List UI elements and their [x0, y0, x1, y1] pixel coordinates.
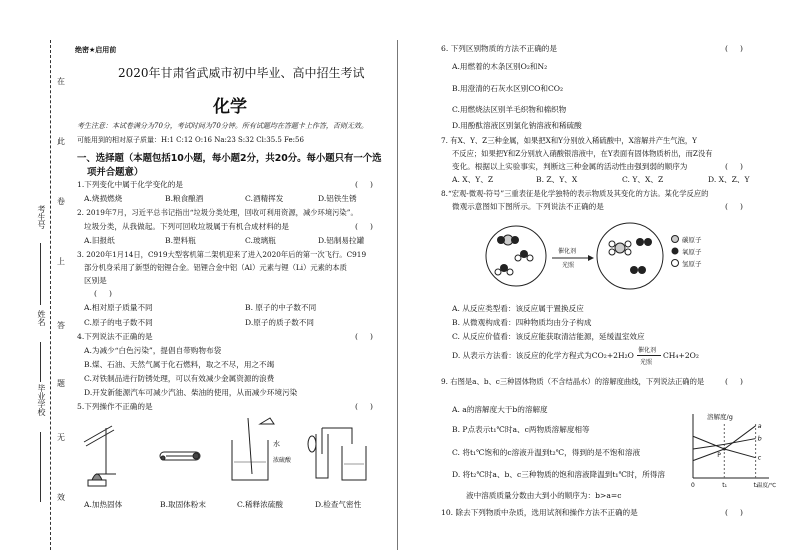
curve-c — [693, 436, 756, 457]
section-heading-cont: 项并合题意） — [87, 167, 144, 178]
school-blank — [40, 432, 41, 502]
solubility-chart — [683, 410, 778, 490]
q4-option: A.为减少“白色污染”，提倡自带购物布袋 — [84, 346, 222, 355]
q8-stem: 8.“宏观-微观-符号”三重表征是化学独特的表示物质及其变化的方法。某化学反应的 — [441, 189, 709, 198]
q7-stem: 7. 有X、Y、Z三种金属，如果把X和Y分别放入稀硫酸中，X溶解并产生气泡，Y — [441, 136, 697, 145]
q6-option: D.用酚酞溶液区别氯化钠溶液和稀硫酸 — [452, 121, 582, 130]
legend-hydrogen: 氢原子 — [682, 260, 702, 268]
x-axis-label: 温度/℃ — [757, 483, 777, 489]
q6-option: C.用燃烧法区别羊毛织物和棉织物 — [452, 105, 567, 114]
legend-oxygen: 氧原子 — [682, 248, 702, 256]
exam-no-blank — [40, 243, 41, 305]
q9-option: B. P点表示t₁℃时a、c两物质溶解度相等 — [452, 425, 590, 434]
x-tick-label: t₁ — [722, 482, 728, 489]
answer-paren: ( ) — [94, 289, 112, 298]
seal-word: 题 — [57, 379, 65, 388]
q7-option: B. Z、Y、X — [536, 175, 578, 184]
curve-label-b: b — [757, 434, 762, 443]
q5-stem: 5.下列操作不正确的是 — [77, 402, 153, 411]
q2-option: C.玻璃瓶 — [245, 236, 276, 245]
subject-title: 化学 — [213, 97, 247, 117]
q1-option: C.酒精挥发 — [245, 194, 284, 203]
q10-stem: 10. 除去下列物质中杂质，选用试剂和操作方法不正确的是 — [441, 508, 638, 517]
ch4-molecule — [609, 241, 631, 255]
q5-option: D.检查气密性 — [315, 500, 362, 509]
answer-paren: ( ) — [355, 222, 373, 231]
name-label: 姓名 — [37, 310, 46, 326]
q8-d-light: 光照 — [640, 359, 653, 366]
q3-option: A.相对原子质量不同 — [84, 303, 153, 312]
q8-d-catalyst: 催化剂 — [638, 347, 657, 354]
q8-d-products: CH₄+2O₂ — [663, 351, 699, 360]
seal-word: 上 — [57, 257, 65, 266]
q8-option: A. 从反应类型看：该反应属于置换反应 — [452, 304, 584, 313]
q3-option: B. 原子的中子数不同 — [245, 303, 317, 312]
q9-option: C. 将t₁℃饱和的c溶液升温到t₂℃，得到的是不饱和溶液 — [452, 448, 641, 457]
carbon-atom-legend — [672, 236, 679, 243]
o2-molecule — [636, 238, 652, 246]
binding-line — [50, 40, 51, 550]
q9-stem: 9. 右图是a、b、c三种固体物质（不含结晶水）的溶解度曲线，下列说法正确的是 — [441, 377, 705, 386]
arrow-light: 光照 — [562, 262, 575, 269]
answer-paren: ( ) — [725, 202, 743, 211]
answer-paren: ( ) — [355, 402, 373, 411]
q7-stem-cont2: 变化。根据以上实验事实，判断这三种金属的活动性由强到弱的顺序为 — [452, 162, 688, 171]
seal-word: 卷 — [57, 197, 65, 206]
co2-molecule — [497, 235, 519, 245]
q5-option: B.取固体粉末 — [160, 500, 206, 509]
exam-notice: 考生注意：本试卷满分为70分，考试时间为70分钟。所有试题均在答题卡上作答，否则无效。 — [77, 122, 368, 130]
exam-no-label: 考生号 — [37, 205, 46, 229]
q9-option: D. 将t₂℃时a、b、c三种物质的饱和溶液降温到t₁℃时，所得溶 — [452, 470, 665, 479]
q7-stem-cont: 不反应；如果把Y和Z分别放入硝酸银溶液中，在Y表面有固体物质析出，而Z没有 — [452, 149, 713, 158]
q9-option: A. a的溶解度大于b的溶解度 — [452, 405, 548, 414]
q7-option: D. X、Z、Y — [708, 175, 750, 184]
school-label: 毕业学校 — [37, 384, 46, 416]
intersection-point — [723, 448, 726, 451]
q5-option: C.稀释浓硫酸 — [237, 500, 283, 509]
y-axis-label: 溶解度/g — [707, 413, 733, 421]
q4-stem: 4.下列说法不正确的是 — [77, 332, 153, 341]
exam-title: 2020年甘肃省武威市初中毕业、高中招生考试 — [118, 66, 365, 80]
dilute-acid-apparatus — [232, 418, 274, 480]
q9-option-d-cont: 液中溶质质量分数由大到小的顺序为：b>a=c — [466, 491, 622, 500]
atomic-masses: 可能用到的相对原子质量：H:1 C:12 O:16 Na:23 S:32 Cl:35.5 Fe:56 — [77, 136, 304, 144]
q4-option: B.煤、石油、天然气属于化石燃料，取之不尽，用之不竭 — [84, 360, 275, 369]
curve-label-c: c — [757, 453, 762, 462]
q6-option: A.用燃着的木条区别O₂和N₂ — [452, 62, 548, 71]
q2-option: A.旧报纸 — [84, 236, 115, 245]
airtightness-apparatus — [308, 428, 366, 480]
q3-stem: 3. 2020年1月14日，C919大型客机第二架机迎来了进入2020年后的第一次飞行。C919 — [77, 250, 367, 259]
q2-stem-cont: 垃圾分类，从我做起。下列可回收垃圾属于有机合成材料的是 — [84, 222, 290, 231]
q2-option: D.铝制易拉罐 — [318, 236, 365, 245]
x-tick-label: 0 — [691, 482, 695, 489]
q4-option: C.对铁制品进行防锈处理，可以有效减少金属资源的浪费 — [84, 374, 275, 383]
water-label: 水 — [273, 440, 280, 448]
answer-paren: ( ) — [355, 332, 373, 341]
acid-label: 浓硫酸 — [273, 457, 292, 464]
q8-d-arrow — [637, 355, 661, 356]
answer-paren: ( ) — [725, 508, 743, 517]
q6-stem: 6. 下列区别物质的方法不正确的是 — [441, 44, 557, 53]
column-divider — [397, 40, 398, 550]
q1-option: B.粮食酿酒 — [165, 194, 204, 203]
q4-option: D.开发新能源汽车可减少汽油、柴油的使用，从而减少环境污染 — [84, 388, 298, 397]
q5-apparatus-figure — [72, 414, 392, 494]
q8-option-d: D. 从表示方法看：该反应的化学方程式为CO₂+2H₂O — [452, 351, 634, 360]
seal-word: 无 — [57, 433, 65, 442]
q6-option: B.用澄清的石灰水区别CO和CO₂ — [452, 84, 564, 93]
seal-word: 在 — [57, 77, 65, 86]
legend-carbon: 碳原子 — [682, 236, 702, 244]
arrow-catalyst: 催化剂 — [558, 248, 577, 255]
h2o-molecule — [515, 250, 533, 261]
q8-option: C. 从反应价值看：该反应能获取清洁能源，延缓温室效应 — [452, 332, 645, 341]
secret-mark: 绝密★启用前 — [75, 46, 117, 54]
q3-stem-cont: 部分机身采用了新型的铝锂合金。铝锂合金中铝（Al）元素与锂（Li）元素的本质 — [84, 263, 347, 272]
point-label: P — [717, 452, 721, 459]
q5-option: A.加热固体 — [84, 500, 123, 509]
heating-solid-apparatus — [84, 426, 116, 486]
hydrogen-atom-legend — [672, 260, 679, 267]
answer-paren: ( ) — [725, 377, 743, 386]
q7-option: C. Y、X、Z — [622, 175, 664, 184]
q8-option: B. 从微观构成看：四种物质均由分子构成 — [452, 318, 592, 327]
q8-stem-cont: 微观示意图如下图所示。下列说法不正确的是 — [452, 202, 604, 211]
seal-word: 此 — [57, 137, 65, 146]
x-tick-label: t₂ — [753, 482, 759, 489]
name-blank — [40, 342, 41, 382]
q1-option: D.铝铁生锈 — [318, 194, 357, 203]
q3-option: C.原子的电子数不同 — [84, 318, 153, 327]
seal-word: 效 — [57, 493, 65, 502]
product-circle — [597, 223, 663, 289]
curve-label-a: a — [757, 421, 762, 430]
q1-stem: 1.下列变化中属于化学变化的是 — [77, 180, 183, 189]
answer-paren: ( ) — [725, 44, 743, 53]
q1-option: A.烧损燃烧 — [84, 194, 123, 203]
q2-stem: 2. 2019年7月，习近平总书记指出“垃圾分类处理，回收可利用资源，减少环境污染”。 — [77, 208, 358, 217]
section-heading: 一、选择题（本题包括10小题，每小题2分，共20分。每小题只有一个选 — [77, 153, 382, 164]
q7-option: A. X、Y、Z — [452, 175, 494, 184]
answer-paren: ( ) — [355, 180, 373, 189]
q3-option: D.原子的质子数不同 — [245, 318, 314, 327]
q8-reaction-diagram — [480, 218, 720, 296]
oxygen-atom-legend — [672, 248, 679, 255]
h2o-molecule — [495, 264, 513, 275]
q2-option: B.塑料瓶 — [165, 236, 196, 245]
answer-paren: ( ) — [725, 162, 743, 171]
q3-stem-cont2: 区别是 — [84, 276, 107, 285]
o2-molecule — [630, 266, 646, 274]
seal-word: 答 — [57, 321, 65, 330]
powder-spatula-apparatus — [160, 452, 200, 460]
